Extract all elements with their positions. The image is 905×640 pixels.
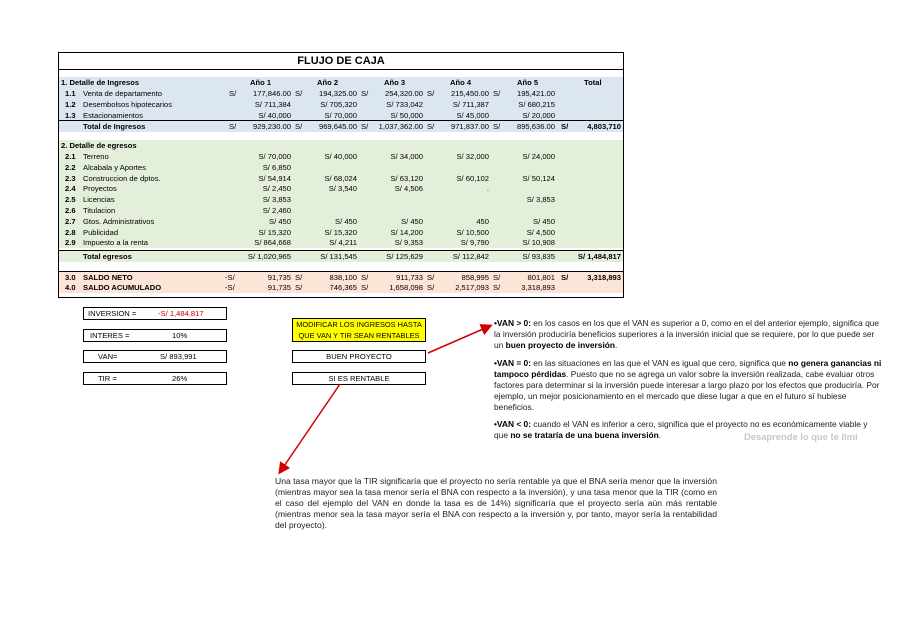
row-label: Titulacion xyxy=(83,206,116,215)
row-label: Venta de departamento xyxy=(83,89,162,98)
row-label: SALDO NETO xyxy=(83,273,133,282)
col-year3: Año 3 xyxy=(384,78,406,87)
cell: S/ 450 xyxy=(533,216,555,226)
row-code: 2.4 xyxy=(65,184,76,194)
cell: S/ 3,540 xyxy=(328,184,357,194)
col-year5: Año 5 xyxy=(517,78,539,87)
row-code: 2.3 xyxy=(65,173,76,183)
row-label: Proyectos xyxy=(83,184,117,194)
cell: S/ xyxy=(361,89,369,98)
cell: 195,421.00 xyxy=(516,89,555,98)
row-label: Desembolsos hipotecarios xyxy=(83,100,173,109)
row-code: 2.5 xyxy=(65,195,76,205)
col-year4: Año 4 xyxy=(450,78,472,87)
cell: S/ 20,000 xyxy=(522,111,555,120)
cell: S/ 70,000 xyxy=(258,152,291,161)
tir-note: Una tasa mayor que la TIR significaría que el proyecto no sería rentable ya que el BNA sería menor que la inversión (mientras mayor sea la tasa menor sería el BNA con respecto a la inversión), y una tasa menor que la TIR (como en el caso del ejemplo del VAN en donde la tasa es de 14%) significaría que el proyecto sería aún más rentable (mientras menor sea la tasa mayor sería el BNA con respecto a la inversión y, por tanto, mayor sería la rentabilidad del proyecto). xyxy=(275,476,717,530)
van-positive-note: •VAN > 0: en los casos en los que el VAN es superior a 0, como en el del anterior ejemplo, significa que la inversión produciría beneficios superiores a la inversión inicial que se requiere, por lo que puede ser un buen proyecto de inversión. xyxy=(494,318,880,350)
cell: 215,450.00 xyxy=(450,89,489,98)
cell: S/ xyxy=(295,283,303,292)
cell: 4,803,710 xyxy=(587,122,621,131)
cell: S/ xyxy=(361,273,369,282)
cell: 1,658,098 xyxy=(389,283,423,292)
col-year2: Año 2 xyxy=(317,78,339,87)
expenses-section-label: 2. Detalle de egresos xyxy=(61,141,137,150)
cell: S/ xyxy=(295,89,303,98)
cell: 3,318,893 xyxy=(521,283,555,292)
row-code: 2.2 xyxy=(65,162,76,172)
van-negative-bold: no se trataría de una buena inversión xyxy=(510,430,659,440)
row-code: 2.9 xyxy=(65,238,76,248)
cell: S/ 50,124 xyxy=(522,173,555,183)
inversion-label: INVERSION = xyxy=(88,309,137,318)
cell: S/ xyxy=(229,89,237,98)
tir-value: 26% xyxy=(172,374,188,383)
cell: S/ 10,908 xyxy=(522,238,555,248)
row-label: Total de Ingresos xyxy=(83,122,146,131)
cell: S/ xyxy=(493,273,501,282)
table-title: FLUJO DE CAJA xyxy=(59,53,623,70)
cell: S/ 54,914 xyxy=(258,173,291,183)
cell: S/ 450 xyxy=(401,216,423,226)
van-zero-text: en las situaciones en las que el VAN es igual que cero, significa que xyxy=(530,358,789,368)
cell: S/ 50,000 xyxy=(390,111,423,120)
cell: 895,636.00 xyxy=(516,122,555,131)
row-label: Publicidad xyxy=(83,227,119,237)
row-label: Total egresos xyxy=(83,252,132,261)
row-label: Alcabala y Aportes xyxy=(83,162,146,172)
row-label: Estacionamientos xyxy=(83,111,143,120)
cell: S/ xyxy=(295,122,303,131)
col-year1: Año 1 xyxy=(250,78,272,87)
cell: S/ 131,545 xyxy=(320,252,357,261)
row-code: 1.1 xyxy=(65,89,76,98)
cell: S/ 70,000 xyxy=(324,111,357,120)
van-positive-bold: buen proyecto de inversión xyxy=(505,340,616,350)
cell: 911,733 xyxy=(396,273,423,282)
cell: . xyxy=(486,184,489,194)
cell: S/ xyxy=(361,122,369,131)
cell: 194,325.00 xyxy=(318,89,357,98)
van-negative-text: cuando el VAN es inferior a cero, significa que el proyecto no es económicamente viable y que xyxy=(494,419,868,440)
cell: 450 xyxy=(476,216,489,226)
cell: S/ 450 xyxy=(335,216,357,226)
cell: 1,037,362.00 xyxy=(378,122,423,131)
cell: S/ 705,320 xyxy=(320,100,357,109)
cell: S/ 1,484,817 xyxy=(577,252,621,261)
cell: S/ 9,353 xyxy=(394,238,423,248)
inversion-value: -S/ 1,484,817 xyxy=(158,309,204,318)
row-code: 3.0 xyxy=(65,273,76,282)
cell: S/ xyxy=(361,283,369,292)
cell: S/ 15,320 xyxy=(258,227,291,237)
cell: S/ 2,460 xyxy=(262,206,291,215)
cell: S/ 34,000 xyxy=(390,152,423,161)
cell: S/ 40,000 xyxy=(324,152,357,161)
van-positive-head: •VAN > 0: xyxy=(494,318,531,328)
cell: S/ 6,850 xyxy=(262,162,291,172)
row-code: 2.6 xyxy=(65,206,76,215)
cell: S/ 4,211 xyxy=(329,238,357,248)
arrow-to-tir-note xyxy=(280,384,340,472)
row-code: 4.0 xyxy=(65,283,76,292)
cell: S/ xyxy=(561,122,569,131)
cell: S/ xyxy=(427,283,435,292)
row-label: Terreno xyxy=(83,152,109,161)
cell: 801,801 xyxy=(527,273,555,282)
row-label: Licencias xyxy=(83,195,115,205)
modify-income-button[interactable]: MODIFICAR LOS INGRESOS HASTA QUE VAN Y TIR SEAN RENTABLES xyxy=(292,318,426,342)
van-zero-text2: . Puesto que no se agrega un valor sobre la inversión realizada, cabe evaluar otros factores para determinar si la inversión puede interesar a largo plazo por los efectos que produciría. Por ejemplo, un mejor posicionamiento en el mercado que diese lugar a que en el futuro sí hubiese beneficios. xyxy=(494,369,880,412)
van-zero-bold: no genera ganancias ni tampoco pérdidas xyxy=(494,358,882,379)
cell: S/ xyxy=(229,122,237,131)
cell: S/ 112,842 xyxy=(452,252,489,261)
cell: 2,517,093 xyxy=(455,283,489,292)
row-label: Construccion de dptos. xyxy=(83,173,161,183)
van-label: VAN= xyxy=(98,352,118,361)
cell: S/ xyxy=(427,122,435,131)
cell: 969,645.00 xyxy=(318,122,357,131)
cell: S/ 63,120 xyxy=(390,173,423,183)
cell: 91,735 xyxy=(267,283,291,292)
cell: S/ 711,384 xyxy=(254,100,291,109)
interes-value: 10% xyxy=(172,331,188,340)
row-label: Impuesto a la renta xyxy=(83,238,149,248)
row-code: 1.2 xyxy=(65,100,76,109)
cell: S/ 3,853 xyxy=(526,195,555,205)
cell: S/ 4,500 xyxy=(526,227,555,237)
cell: 254,320.00 xyxy=(384,89,423,98)
cell: S/ 68,024 xyxy=(324,173,357,183)
cell: 838,100 xyxy=(329,273,357,282)
cell: S/ 40,000 xyxy=(258,111,291,120)
cell: 177,846.00 xyxy=(252,89,291,98)
van-negative-head: •VAN < 0: xyxy=(494,419,531,429)
cell: S/ 125,629 xyxy=(386,252,423,261)
van-zero-head: •VAN = 0: xyxy=(494,358,531,368)
cell: S/ 711,387 xyxy=(452,100,489,109)
arrow-to-van-notes xyxy=(428,326,490,353)
interes-label: INTERES = xyxy=(90,331,130,340)
cell: 746,365 xyxy=(329,283,357,292)
row-code: 1.3 xyxy=(65,111,76,120)
cell: 971,837.00 xyxy=(450,122,489,131)
cell: S/ 733,042 xyxy=(386,100,423,109)
cell: S/ xyxy=(493,283,501,292)
cell: S/ xyxy=(295,273,303,282)
income-section-label: 1. Detalle de Ingresos xyxy=(61,78,140,87)
cell: S/ 24,000 xyxy=(522,152,555,161)
van-positive-text: en los casos en los que el VAN es superior a 0, como en el del anterior ejemplo, significa que la inversión produciría beneficios superiores a la inversión inicial que se requiere, por lo que puede ser un xyxy=(494,318,880,350)
row-code: 2.1 xyxy=(65,152,76,161)
cell: S/ xyxy=(493,122,501,131)
row-label: Gtos. Administrativos xyxy=(83,216,155,226)
cell: S/ 864,668 xyxy=(254,238,291,248)
cell: S/ 10,500 xyxy=(456,227,489,237)
row-label: SALDO ACUMULADO xyxy=(83,283,162,292)
row-code: 2.7 xyxy=(65,216,76,226)
cell: S/ 680,215 xyxy=(518,100,555,109)
cell: S/ xyxy=(493,89,501,98)
van-zero-note xyxy=(494,358,882,413)
buen-proyecto-button[interactable]: BUEN PROYECTO xyxy=(292,350,426,363)
cell: -S/ xyxy=(225,283,235,292)
van-value: S/ 893,991 xyxy=(160,352,197,361)
cell: S/ 3,853 xyxy=(262,195,291,205)
cell: S/ xyxy=(427,273,435,282)
watermark: Desaprende lo que te limi xyxy=(744,431,858,442)
cell: S/ 1,020,965 xyxy=(247,252,291,261)
cell: S/ 60,102 xyxy=(456,173,489,183)
cell: S/ 14,200 xyxy=(390,227,423,237)
tir-label: TIR = xyxy=(98,374,117,383)
van-negative-note: •VAN < 0: cuando el VAN es inferior a cero, significa que el proyecto no es económicamente viable y que no se trataría de una buena inversión. xyxy=(494,419,868,440)
col-total: Total xyxy=(584,78,602,87)
cell: S/ 2,450 xyxy=(262,184,291,194)
cell: S/ 450 xyxy=(269,216,291,226)
cell: S/ 9,790 xyxy=(460,238,489,248)
cell: -S/ xyxy=(225,273,235,282)
cell: S/ 4,506 xyxy=(394,184,423,194)
cell: S/ xyxy=(561,273,569,282)
cell: 3,318,893 xyxy=(587,273,621,282)
cell: S/ xyxy=(427,89,435,98)
cell: S/ 93,835 xyxy=(522,252,555,261)
cell: S/ 45,000 xyxy=(456,111,489,120)
row-code: 2.8 xyxy=(65,227,76,237)
cell: 91,735 xyxy=(267,273,291,282)
cell: S/ 32,000 xyxy=(456,152,489,161)
cell: 929,230.00 xyxy=(252,122,291,131)
cell: S/ 15,320 xyxy=(324,227,357,237)
es-rentable-button[interactable]: SI ES RENTABLE xyxy=(292,372,426,385)
cell: 858,995 xyxy=(461,273,489,282)
